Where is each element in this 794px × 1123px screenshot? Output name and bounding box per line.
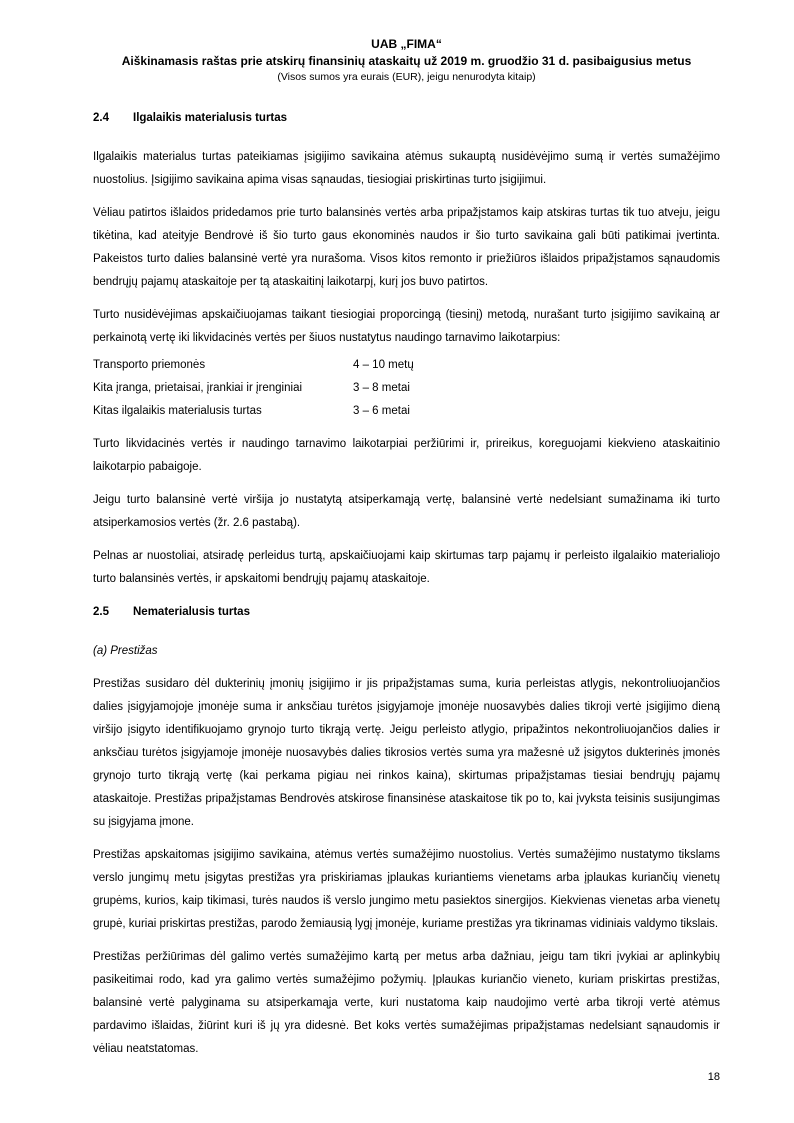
section-2-5 xyxy=(93,605,720,1061)
section-title: Nematerialusis turtas xyxy=(133,606,250,618)
document-header xyxy=(93,36,720,85)
document-subtitle: (Visos sumos yra eurais (EUR), jeigu nenurodyta kitaip) xyxy=(277,71,536,83)
asset-class-label: Kitas ilgalaikis materialusis turtas xyxy=(93,405,262,417)
section-number: 2.5 xyxy=(93,606,109,618)
table-row xyxy=(93,354,720,377)
table-row xyxy=(93,377,720,400)
paragraph: Pelnas ar nuostoliai, atsiradę perleidus turtą, apskaičiuojami kaip skirtumas tarp pajamų ir perleisto ilgalaikio materialiojo turto balansinės vertės, ir apskaitomi bendrųjų pajamų ataskaitoje. xyxy=(93,550,720,585)
paragraph: Prestižas apskaitomas įsigijimo savikaina, atėmus vertės sumažėjimo nuostolius. Vertės sumažėjimo nustatymo tikslams verslo jungimų metu įsigytas prestižas yra priskiriamas įplaukas kuriantiems vienetams arba įplaukas kuriančių vienetų grupėms, kurios, kaip tikimasi, turės naudos iš verslo jungimo metu pasiektos sinergijos. Kiekvienas vienetas arba vienetų grupė, kuriai priskirtas prestižas, parodo žemiausią lygį įmonėje, kuriame prestižas yra tikrinamas vidiniais valdymo tikslais. xyxy=(93,849,720,930)
paragraph: Ilgalaikis materialus turtas pateikiamas įsigijimo savikaina atėmus sukauptą nusidėvėjimo sumą ir vertės sumažėjimo nuostolius. Įsigijimo savikaina apima visas sąnaudas, tiesiogiai priskirtinas turto įsigijimui. xyxy=(93,151,720,186)
company-name: UAB „FIMA“ xyxy=(371,37,442,51)
asset-class-label: Transporto priemonės xyxy=(93,359,206,371)
paragraph: Turto likvidacinės vertės ir naudingo tarnavimo laikotarpiai peržiūrimi ir, prireikus, koreguojami kiekvieno ataskaitinio laikotarpio pabaigoje. xyxy=(93,438,720,473)
section-title: Ilgalaikis materialusis turtas xyxy=(133,112,288,124)
section-2-4 xyxy=(93,111,720,591)
subsection-a-heading: (a) Prestižas xyxy=(93,645,158,657)
useful-life-value: 3 – 6 metai xyxy=(353,405,410,417)
paragraph: Prestižas peržiūrimas dėl galimo vertės sumažėjimo kartą per metus arba dažniau, jeigu tam tikri įvykiai ar aplinkybių pasikeitimai rodo, kad yra galimo vertės sumažėjimo požymių. Įplaukas kuriančio vieneto, kuriam priskirtas prestižas, balansinė vertė palyginama su atsiperkamąja verte, kuri nustatoma kaip naudojimo vertė arba tikroji vertė atėmus pardavimo išlaidas, žiūrint kuri iš jų yra didesnė. Bet koks vertės sumažėjimas pripažįstamas nedelsiant sąnaudomis ir vėliau neatstatomas. xyxy=(93,951,720,1055)
useful-life-table xyxy=(93,354,720,423)
page-number: 18 xyxy=(707,1071,720,1083)
asset-class-label: Kita įranga, prietaisai, įrankiai ir įrenginiai xyxy=(93,382,303,394)
paragraph: Vėliau patirtos išlaidos pridedamos prie turto balansinės vertės arba pripažįstamos kaip atskiras turtas tik tuo atveju, jeigu tikėtina, kad ateityje Bendrovė iš šio turto gaus ekonominės naudos ir šio turto savikaina gali būti patikimai įvertinta. Pakeistos turto dalies balansinė vertė yra nurašoma. Visos kitos remonto ir priežiūros išlaidos pripažįstamos sąnaudomis bendrųjų pajamų ataskaitoje per tą ataskaitinį laikotarpį, kurį jos buvo patirtos. xyxy=(93,207,720,288)
paragraph: Prestižas susidaro dėl dukterinių įmonių įsigijimo ir jis pripažįstamas suma, kuria perleistas atlygis, nekontroliuojančios dalies įsigyjamojoje įmonėje suma ir anksčiau turėtos įsigyjamoje įmonėje nuosavybės dalies tikroji vertė įsigijimo dieną viršijo įsigyto identifikuojamo grynojo turto tikrąją vertę. Jeigu perleisto atlygio, pripažintos nekontroliuojančios dalies ir anksčiau turėtos įsigyjamoje įmonėje nuosavybės dalies tikrosios vertės suma yra mažesnė už įsigytos dukterinės įmonės grynojo turto tikrąją vertę (kai perkama pigiau nei rinkos kaina), skirtumas pripažįstamas tiesiai bendrųjų pajamų ataskaitoje. Prestižas pripažįstamas Bendrovės atskirose finansinėse ataskaitose tik po to, kai įvyksta teisinis susijungimas su įsigyjama įmone. xyxy=(93,678,720,828)
useful-life-value: 4 – 10 metų xyxy=(353,359,414,371)
useful-life-value: 3 – 8 metai xyxy=(353,382,410,394)
table-row xyxy=(93,400,720,423)
paragraph: Turto nusidėvėjimas apskaičiuojamas taikant tiesiogiai proporcingą (tiesinį) metodą, nurašant turto įsigijimo savikainą ar perkainotą vertę iki likvidacinės vertės per šiuos nustatytus naudingo tarnavimo laikotarpius: xyxy=(93,309,720,344)
section-2-5-heading xyxy=(93,605,720,620)
document-title: Aiškinamasis raštas prie atskirų finansinių ataskaitų už 2019 m. gruodžio 31 d. pasibaigusius metus xyxy=(121,54,692,68)
paragraph: Jeigu turto balansinė vertė viršija jo nustatytą atsiperkamąją vertę, balansinė vertė nedelsiant sumažinama iki turto atsiperkamosios vertės (žr. 2.6 pastabą). xyxy=(93,494,720,529)
section-2-4-heading xyxy=(93,111,720,126)
section-number: 2.4 xyxy=(93,112,109,124)
